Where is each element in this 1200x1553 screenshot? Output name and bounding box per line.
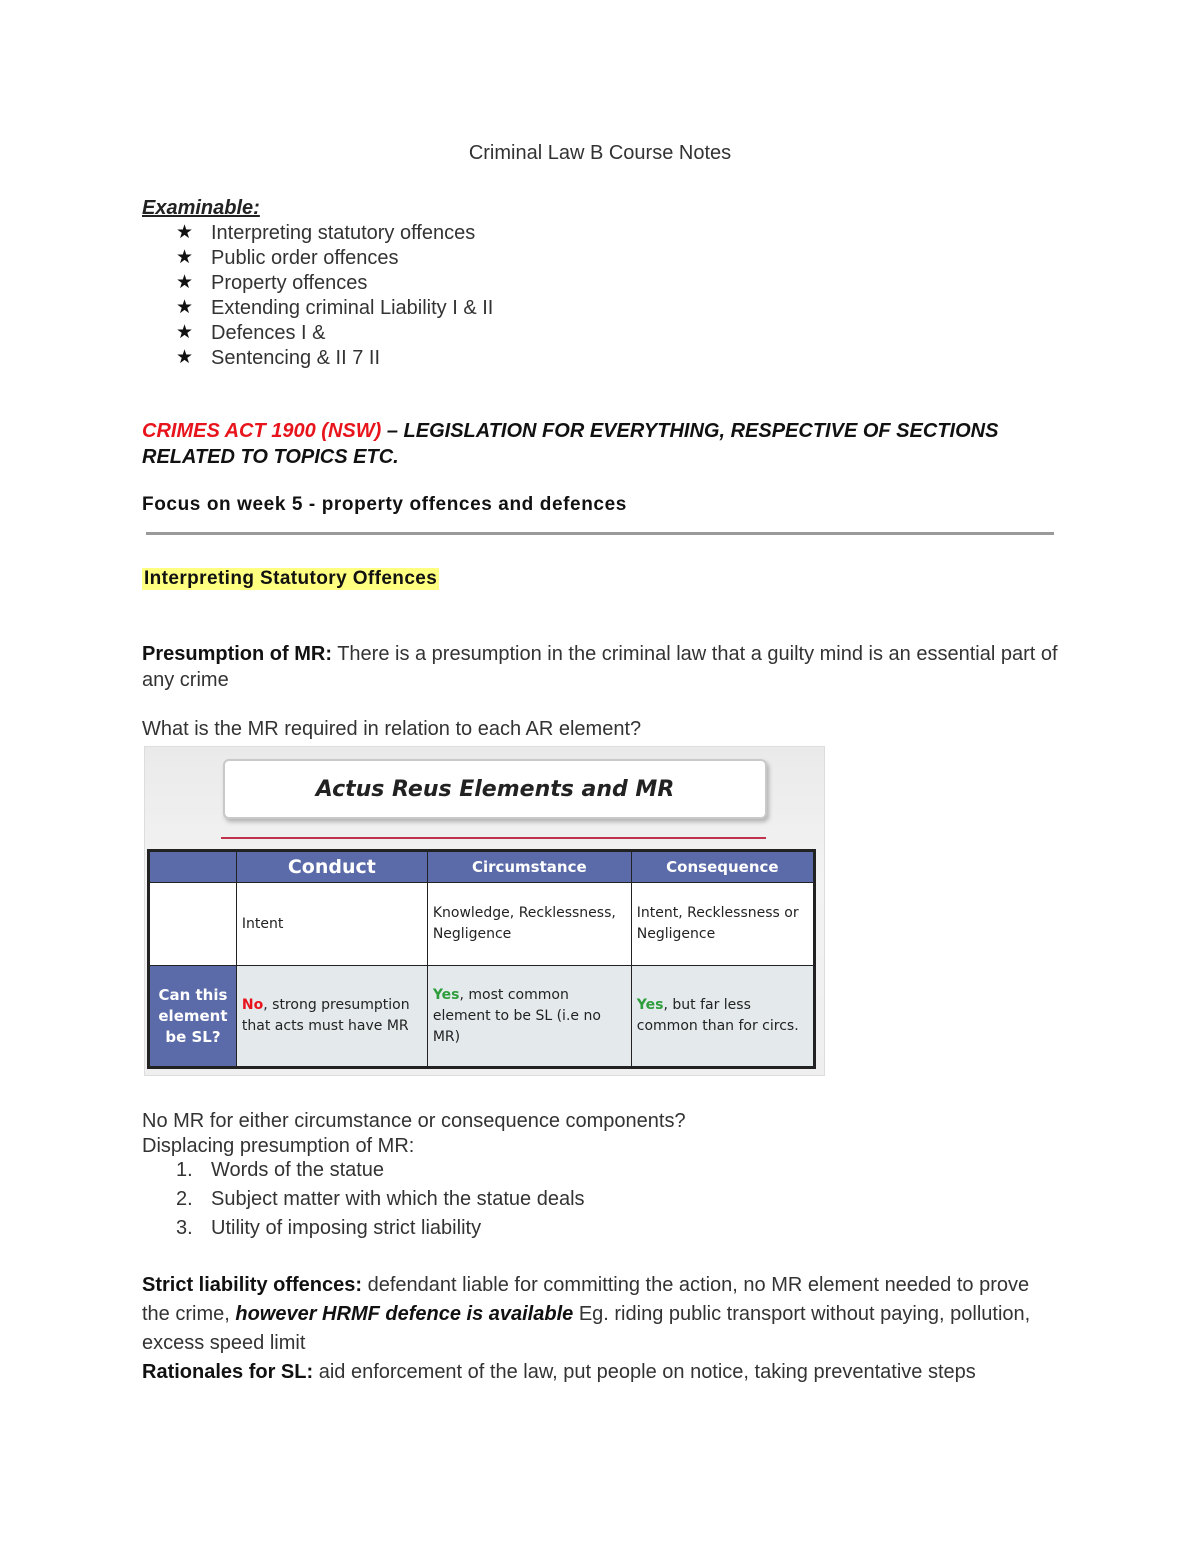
slide-title: Actus Reus Elements and MR bbox=[223, 759, 767, 819]
strict-liability-label: Strict liability offences: bbox=[142, 1274, 363, 1296]
table-cell: Yes, but far less common than for circs. bbox=[631, 966, 814, 1068]
table-header: Conduct bbox=[236, 851, 427, 883]
document-title: Criminal Law B Course Notes bbox=[468, 142, 732, 164]
strict-liability-paragraph: Strict liability offences: defendant liable for committing the action, no MR element needed to prove the crime, however HRMF defence is available Eg. riding public transport without paying, pollution, excess speed limit Rationales for SL: aid enforcement of the law, put people on notice, taking preventative steps bbox=[142, 1274, 1031, 1383]
table-row bbox=[149, 966, 815, 1068]
ar-elements-table bbox=[147, 849, 816, 1069]
table-cell: Yes, most common element to be SL (i.e no MR) bbox=[427, 966, 631, 1068]
table-row bbox=[149, 883, 815, 966]
crimes-act-title: CRIMES ACT 1900 (NSW) bbox=[142, 420, 382, 442]
table-cell: Knowledge, Recklessness, Negligence bbox=[427, 883, 631, 966]
crimes-act-heading bbox=[142, 418, 1022, 470]
answer-no: No bbox=[241, 997, 264, 1013]
list-item: 3. Utility of imposing strict liability bbox=[176, 1217, 482, 1239]
horizontal-rule bbox=[146, 532, 1054, 535]
mr-question: What is the MR required in relation to each AR element? bbox=[142, 718, 642, 740]
slide-image bbox=[144, 746, 825, 1076]
star-icon: ★ bbox=[176, 222, 194, 243]
no-mr-question: No MR for either circumstance or consequence components? bbox=[142, 1110, 686, 1132]
presumption-label: Presumption of MR: bbox=[142, 643, 332, 665]
list-item: ★ Property offences bbox=[176, 272, 368, 294]
table-cell: No, strong presumption that acts must have MR bbox=[236, 966, 427, 1068]
focus-note: Focus on week 5 - property offences and defences bbox=[142, 494, 627, 515]
table-cell: Intent bbox=[236, 883, 427, 966]
examinable-heading: Examinable: bbox=[142, 197, 260, 219]
star-icon: ★ bbox=[176, 347, 194, 368]
list-item: ★ Public order offences bbox=[176, 247, 399, 269]
examinable-list bbox=[176, 221, 493, 371]
row-header: Can this element be SL? bbox=[149, 966, 237, 1068]
table-header: Circumstance bbox=[427, 851, 631, 883]
row-header: Usual MR element bbox=[149, 883, 237, 966]
table-header: Consequence bbox=[631, 851, 814, 883]
list-item: 1. Words of the statue bbox=[176, 1159, 385, 1181]
list-item: ★ Interpreting statutory offences bbox=[176, 222, 476, 244]
displacing-list bbox=[176, 1157, 585, 1244]
star-icon: ★ bbox=[176, 297, 194, 318]
displacing-heading: Displacing presumption of MR: bbox=[142, 1135, 415, 1157]
slide-divider bbox=[221, 837, 766, 839]
table-cell: Intent, Recklessness or Negligence bbox=[631, 883, 814, 966]
answer-yes: Yes bbox=[636, 997, 664, 1013]
hrmf-emphasis: however HRMF defence is available bbox=[235, 1303, 574, 1325]
table-corner bbox=[149, 851, 237, 883]
star-icon: ★ bbox=[176, 272, 194, 293]
presumption-paragraph bbox=[142, 641, 1062, 693]
star-icon: ★ bbox=[176, 322, 194, 343]
list-item: ★ Defences I & bbox=[176, 322, 326, 344]
list-item: ★ Sentencing & II 7 II bbox=[176, 347, 380, 369]
answer-yes: Yes bbox=[432, 986, 460, 1003]
crimes-act-description: – LEGISLATION FOR EVERYTHING, RESPECTIVE OF SECTIONS RELATED TO TOPICS ETC. bbox=[142, 420, 999, 468]
list-item: ★ Extending criminal Liability I & II bbox=[176, 297, 494, 319]
section-heading: Interpreting Statutory Offences bbox=[144, 568, 438, 589]
presumption-text: There is a presumption in the criminal law that a guilty mind is an essential part of any crime bbox=[142, 643, 1058, 691]
rationales-text: aid enforcement of the law, put people on notice, taking preventative steps bbox=[313, 1361, 976, 1383]
list-item: 2. Subject matter with which the statue deals bbox=[176, 1188, 585, 1210]
star-icon: ★ bbox=[176, 247, 194, 268]
rationales-label: Rationales for SL: bbox=[142, 1361, 314, 1383]
